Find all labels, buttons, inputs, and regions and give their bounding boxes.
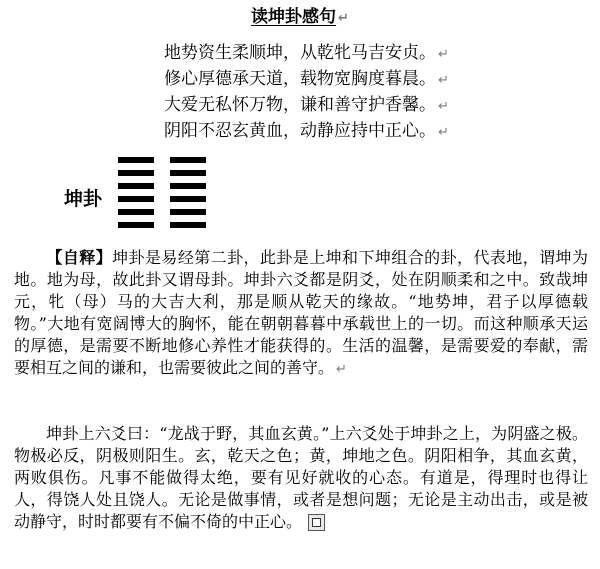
- poem-line-text: 大爱无私怀万物，谦和善守护香馨。: [164, 95, 436, 115]
- kun-hexagram-icon: [118, 157, 206, 229]
- commentary-paragraph-1: [14, 247, 588, 381]
- commentary-text: 坤卦是易经第二卦，此卦是上坤和下坤组合的卦，代表地，谓坤为地。地为母，故此卦又谓母卦。坤卦六爻都是阴爻，处在阴顺柔和之中。致哉坤元，牝（母）马的大吉大利，那是顺从乾天的缘故。“地势坤，君子以厚德载物。”大地有宽阔博大的胸怀，能在朝朝暮暮中承载世上的一切。而这种顺承天运的厚德，是需要不断地修心养性才能获得的。生活的温馨，是需要爱的奉献，需要相互之间的谦和，也需要彼此之间的善守。: [14, 248, 588, 377]
- commentary-paragraph-2: [14, 423, 588, 533]
- paragraph-mark-icon: ↵: [438, 99, 449, 114]
- title-text: 读坤卦感句: [251, 7, 337, 27]
- commentary-text: 坤卦上六爻曰：“龙战于野，其血玄黄。”上六爻处于坤卦之上，为阴盛之极。物极必反，阴极则阳生。玄，乾天之色；黄，坤地之色。阴阳相争，其血玄黄，两败俱伤。凡事不能做得太绝，要有见好就收的心态。有道是，得理时也得让人，得饶人处且饶人。无论是做事情，或者是想问题；无论是主动出击，或是被动静守，时时都要有不偏不倚的中正心。: [14, 424, 588, 531]
- poem-line-text: 修心厚德承天道，载物宽胸度暮晨。: [164, 69, 436, 89]
- poem-line: [164, 92, 449, 118]
- yin-line: [118, 183, 206, 189]
- commentary-label: 【自释】: [46, 248, 113, 267]
- poem-line: [164, 66, 449, 92]
- poem-block: [164, 40, 449, 144]
- paste-options-icon[interactable]: [308, 514, 325, 531]
- paragraph-mark-icon: ↵: [438, 125, 449, 140]
- paragraph-mark-icon: ↵: [338, 11, 349, 26]
- poem-line: [164, 40, 449, 66]
- document-title: [0, 2, 600, 27]
- yin-line: [118, 157, 206, 163]
- poem-line: [164, 118, 449, 144]
- paragraph-mark-icon: ↵: [438, 47, 449, 62]
- yin-line: [118, 209, 206, 215]
- paragraph-mark-icon: ↵: [438, 73, 449, 88]
- paragraph-mark-icon: ↵: [336, 362, 347, 377]
- hexagram-label: 坤卦: [64, 188, 103, 210]
- yin-line: [118, 222, 206, 228]
- poem-line-text: 地势资生柔顺坤，从乾牝马吉安贞。: [164, 43, 436, 63]
- poem-line-text: 阴阳不忍玄黄血，动静应持中正心。: [164, 121, 436, 141]
- yin-line: [118, 196, 206, 202]
- yin-line: [118, 170, 206, 176]
